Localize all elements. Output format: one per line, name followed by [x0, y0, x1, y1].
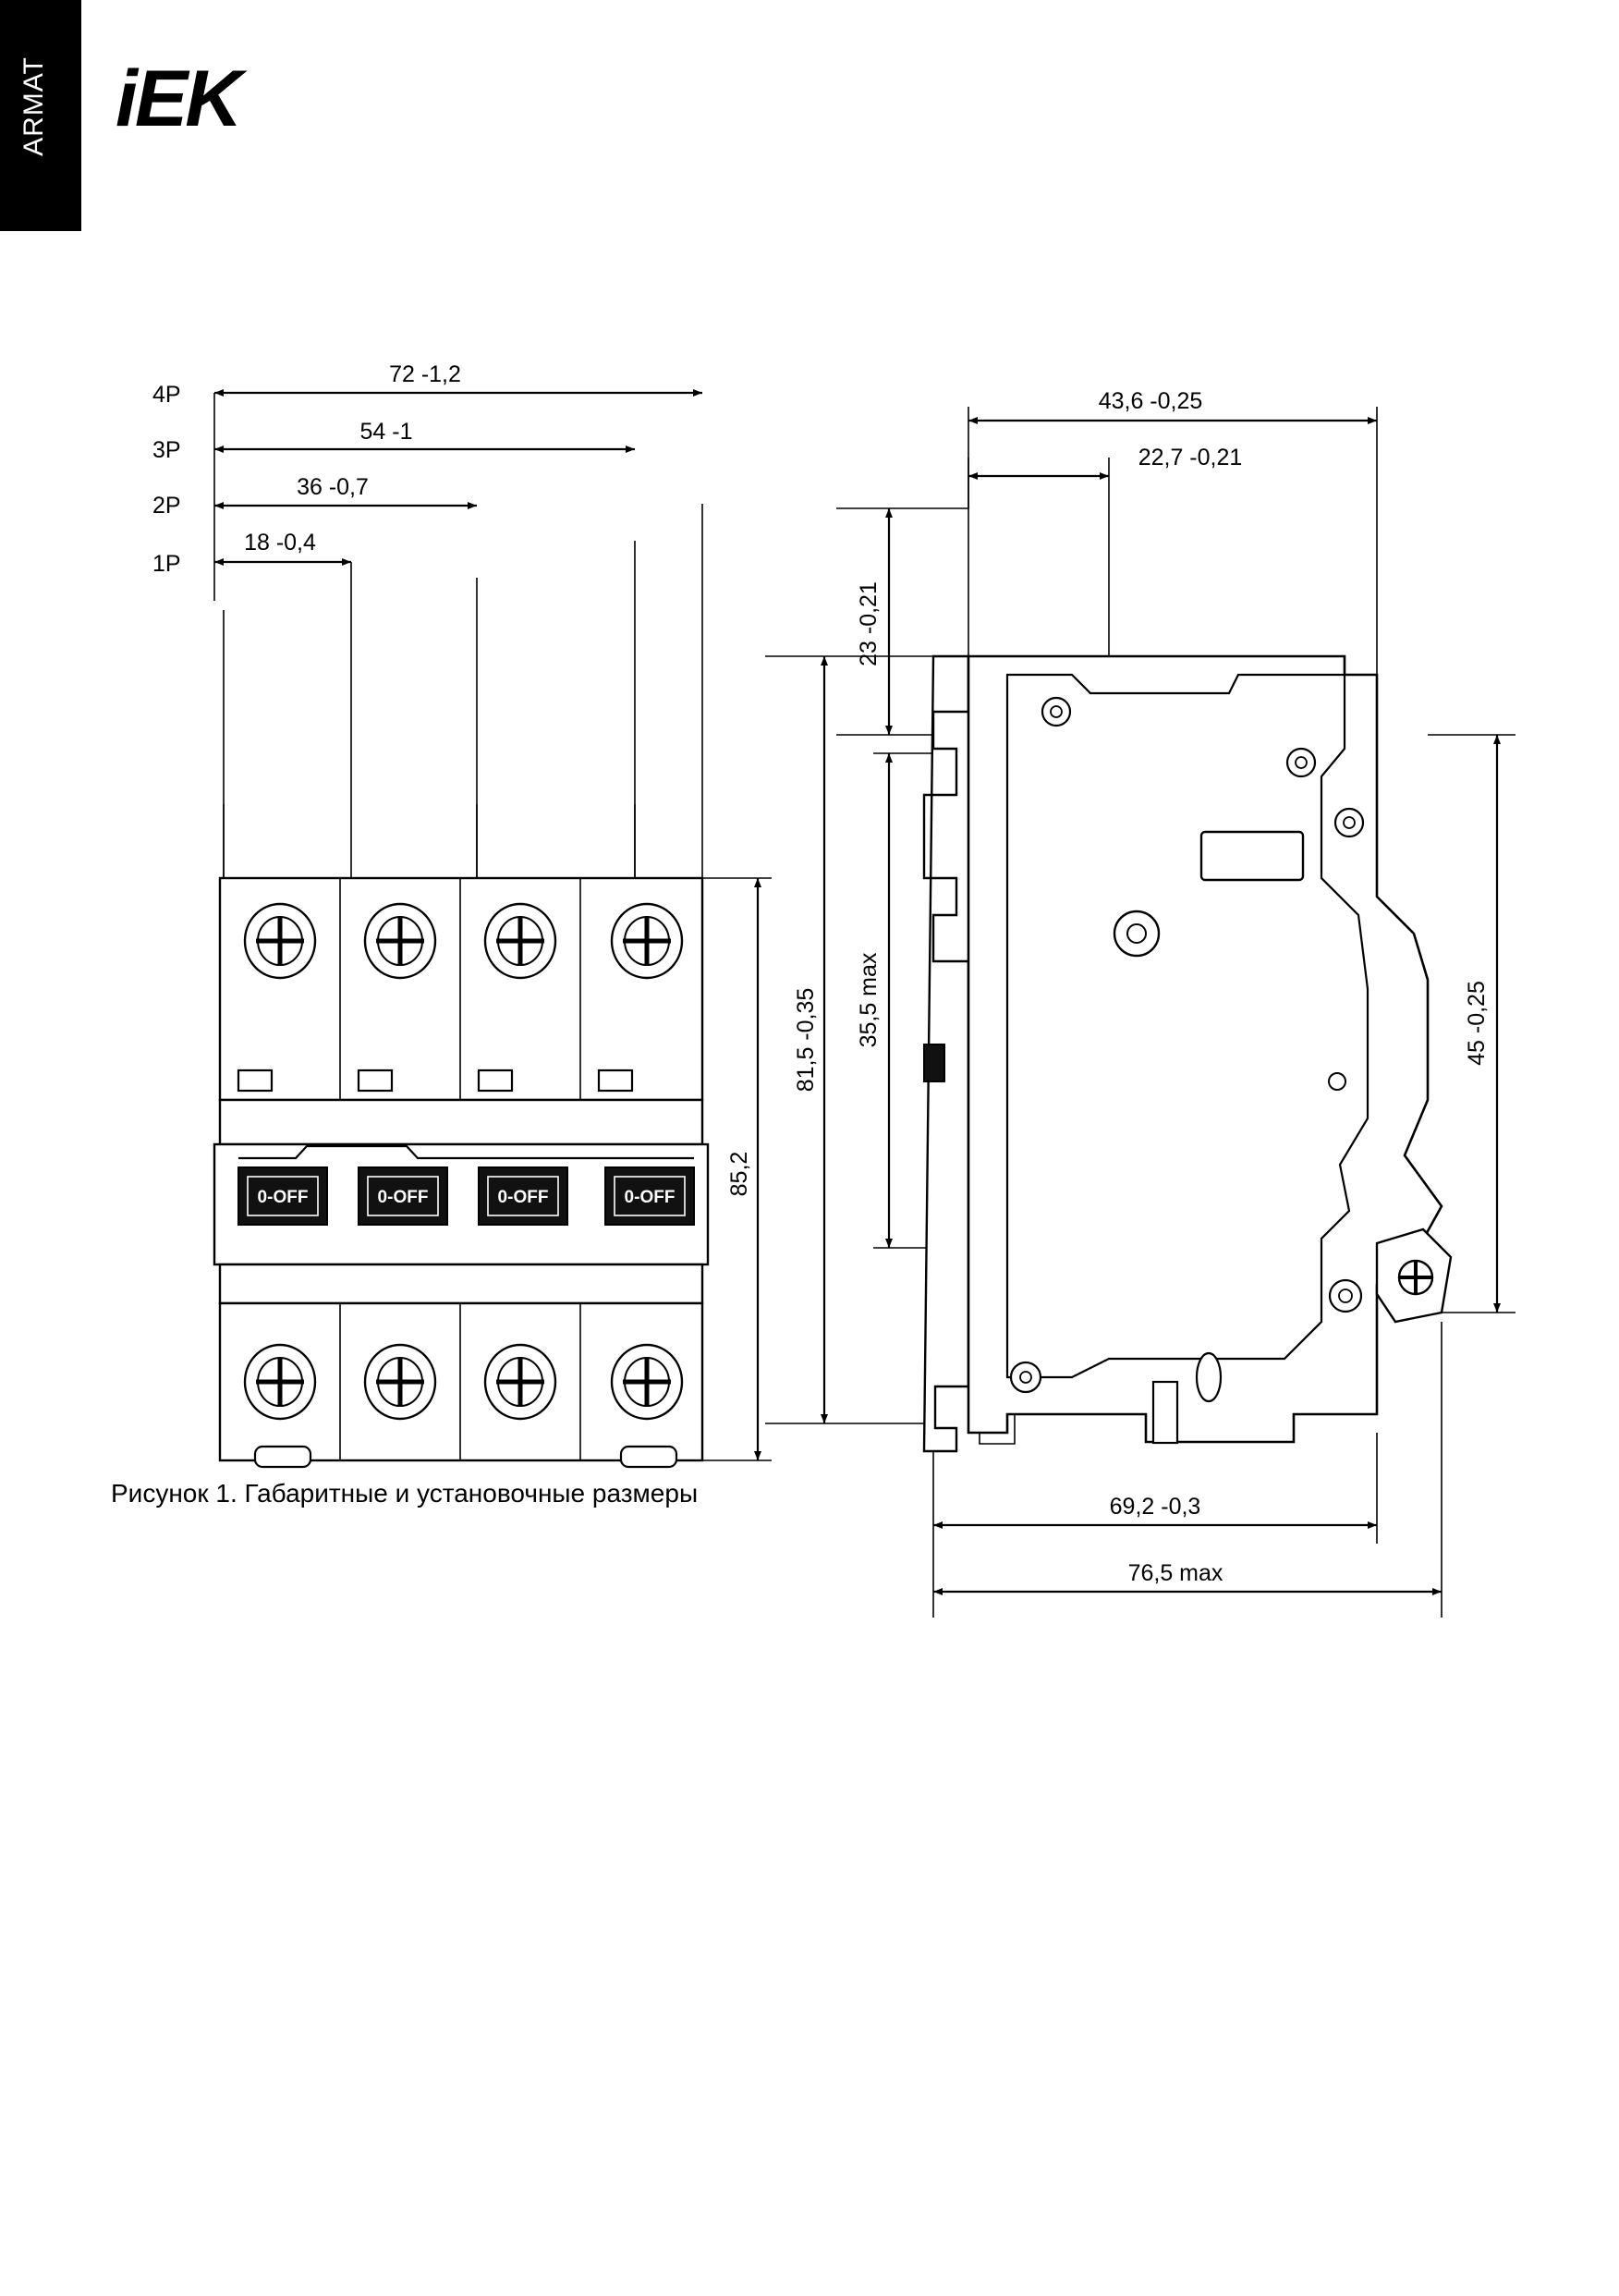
dim-23: 23 -0,21 [856, 581, 882, 666]
dim-43-6: 43,6 -0,25 [1098, 388, 1203, 414]
pole-label-2p: 2P [152, 493, 181, 519]
pole-label-4p: 4P [152, 382, 181, 408]
dim-width-3p: 54 -1 [359, 419, 413, 445]
iek-logo-text: iEK [116, 55, 240, 143]
dim-45: 45 -0,25 [1464, 981, 1490, 1066]
dim-width-2p: 36 -0,7 [297, 474, 369, 500]
figure-caption: Рисунок 1. Габаритные и установочные размеры [111, 1479, 699, 1508]
dim-35-5-max: 35,5 max [856, 952, 882, 1048]
dim-width-4p: 72 -1,2 [389, 361, 461, 387]
dim-69-2: 69,2 -0,3 [1109, 1494, 1201, 1520]
switch-label-1: 0-OFF [257, 1188, 309, 1207]
pole-label-1p: 1P [152, 551, 181, 577]
switch-label-3: 0-OFF [497, 1188, 549, 1207]
dim-76-5-max: 76,5 max [1127, 1560, 1223, 1586]
dim-22-7: 22,7 -0,21 [1138, 445, 1243, 470]
iek-logo [116, 51, 291, 148]
dim-81-5: 81,5 -0,35 [793, 987, 819, 1093]
dim-width-1p: 18 -0,4 [244, 530, 316, 556]
side-view-body [924, 656, 1451, 1451]
switch-label-4: 0-OFF [624, 1188, 676, 1207]
dim-height-85-2: 85,2 [726, 1151, 752, 1197]
pole-label-3p: 3P [152, 437, 181, 463]
header-white-area [81, 0, 1619, 231]
technical-drawing [0, 231, 1619, 1586]
vertical-brand-label: ARMAT [18, 56, 49, 156]
switch-label-2: 0-OFF [377, 1188, 429, 1207]
